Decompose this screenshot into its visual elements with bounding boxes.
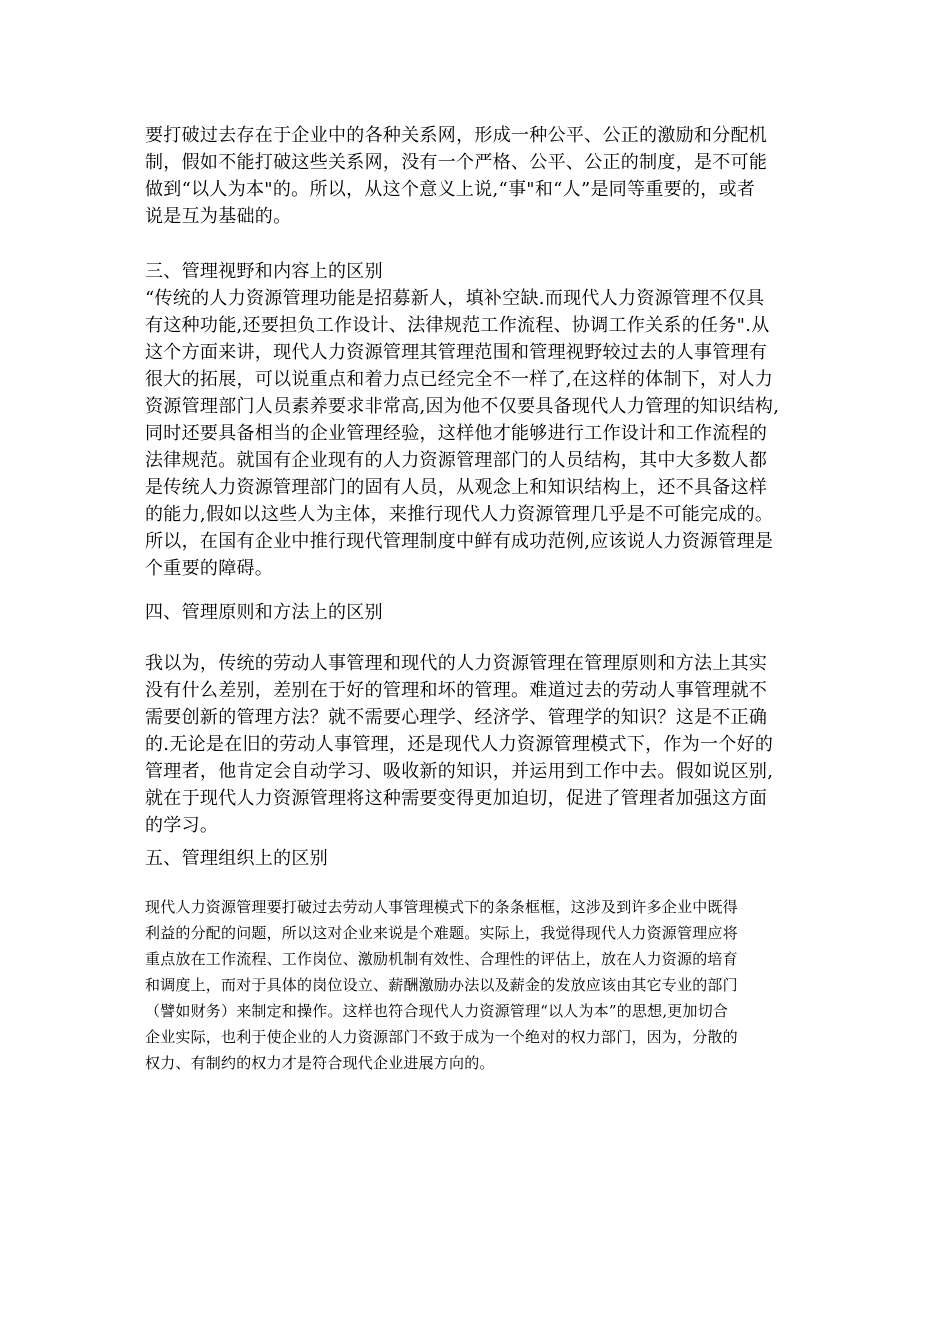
paragraph-line: 和调度上，而对于具体的岗位设立、薪酬激励办法以及薪金的发放应该由其它专业的部门 [145, 976, 738, 994]
paragraph-line: 管理者，他肯定会自动学习、吸收新的知识，并运用到工作中去。假如说区别, [145, 761, 774, 782]
paragraph-line: 的.无论是在旧的劳动人事管理，还是现代人力资源管理模式下，作为一个好的 [145, 734, 774, 755]
paragraph-line: 做到“以人为本"的。所以，从这个意义上说,“事"和“人”是同等重要的，或者 [145, 179, 756, 200]
paragraph-management-scope [145, 285, 810, 582]
section-heading-text: 三、管理视野和内容上的区别 [145, 261, 383, 282]
section-heading-text: 四、管理原则和方法上的区别 [145, 602, 383, 623]
paragraph-line: 的能力,假如以这些人为主体，来推行现代人力资源管理几乎是不可能完成的。 [145, 504, 774, 525]
paragraph-line: 权力、有制约的权力才是符合现代企业进展方向的。 [145, 1054, 495, 1072]
paragraph-line: （譬如财务）来制定和操作。这样也符合现代人力资源管理“以人为本”的思想,更加切合 [145, 1002, 729, 1020]
paragraph-management-organization [145, 894, 810, 1076]
paragraph-line: 有这种功能,还要担负工作设计、法律规范工作流程、协调工作关系的任务".从 [145, 315, 770, 336]
paragraph-line: 很大的拓展，可以说重点和着力点已经完全不一样了,在这样的体制下，对人力 [145, 369, 774, 390]
paragraph-line: 利益的分配的问题，所以这对企业来说是个难题。实际上，我觉得现代人力资源管理应将 [145, 924, 738, 942]
paragraph-line: 所以，在国有企业中推行现代管理制度中鲜有成功范例,应该说人力资源管理是 [145, 531, 774, 552]
paragraph-line: 需要创新的管理方法？就不需要心理学、经济学、管理学的知识？这是不正确 [145, 707, 768, 728]
section-heading-4 [145, 599, 810, 626]
paragraph-line: 重点放在工作流程、工作岗位、激励机制有效性、合理性的评估上，放在人力资源的培育 [145, 950, 738, 968]
paragraph-line: 就在于现代人力资源管理将这种需要变得更加迫切，促进了管理者加强这方面 [145, 788, 768, 809]
paragraph-line: 制，假如不能打破这些关系网，没有一个严格、公平、公正的制度，是不可能 [145, 152, 768, 173]
paragraph-line: 说是互为基础的。 [145, 206, 292, 227]
paragraph-line: 我以为，传统的劳动人事管理和现代的人力资源管理在管理原则和方法上其实 [145, 653, 768, 674]
paragraph-line: “传统的人力资源管理功能是招募新人，填补空缺.而现代人力资源管理不仅具 [145, 288, 765, 309]
section-heading-3 [145, 258, 810, 285]
paragraph-line: 的学习。 [145, 815, 219, 836]
paragraph-line: 个重要的障碍。 [145, 558, 274, 579]
paragraph-line: 资源管理部门人员素养要求非常高,因为他不仅要具备现代人力管理的知识结构, [145, 396, 780, 417]
paragraph-management-principles [145, 650, 810, 839]
paragraph-line: 要打破过去存在于企业中的各种关系网，形成一种公平、公正的激励和分配机 [145, 125, 768, 146]
section-heading-text: 五、管理组织上的区别 [145, 848, 328, 869]
paragraph-line: 法律规范。就国有企业现有的人力资源管理部门的人员结构，其中大多数人都 [145, 450, 768, 471]
paragraph-line: 现代人力资源管理要打破过去劳动人事管理模式下的条条框框，这涉及到许多企业中既得 [145, 898, 738, 916]
paragraph-relationship-network [145, 122, 810, 230]
paragraph-line: 同时还要具备相当的企业管理经验，这样他才能够进行工作设计和工作流程的 [145, 423, 768, 444]
paragraph-line: 这个方面来讲，现代人力资源管理其管理范围和管理视野较过去的人事管理有 [145, 342, 768, 363]
paragraph-line: 没有什么差别，差别在于好的管理和坏的管理。难道过去的劳动人事管理就不 [145, 680, 768, 701]
paragraph-line: 是传统人力资源管理部门的固有人员，从观念上和知识结构上，还不具备这样 [145, 477, 768, 498]
paragraph-line: 企业实际，也利于使企业的人力资源部门不致于成为一个绝对的权力部门，因为，分散的 [145, 1028, 738, 1046]
section-heading-5 [145, 845, 810, 872]
